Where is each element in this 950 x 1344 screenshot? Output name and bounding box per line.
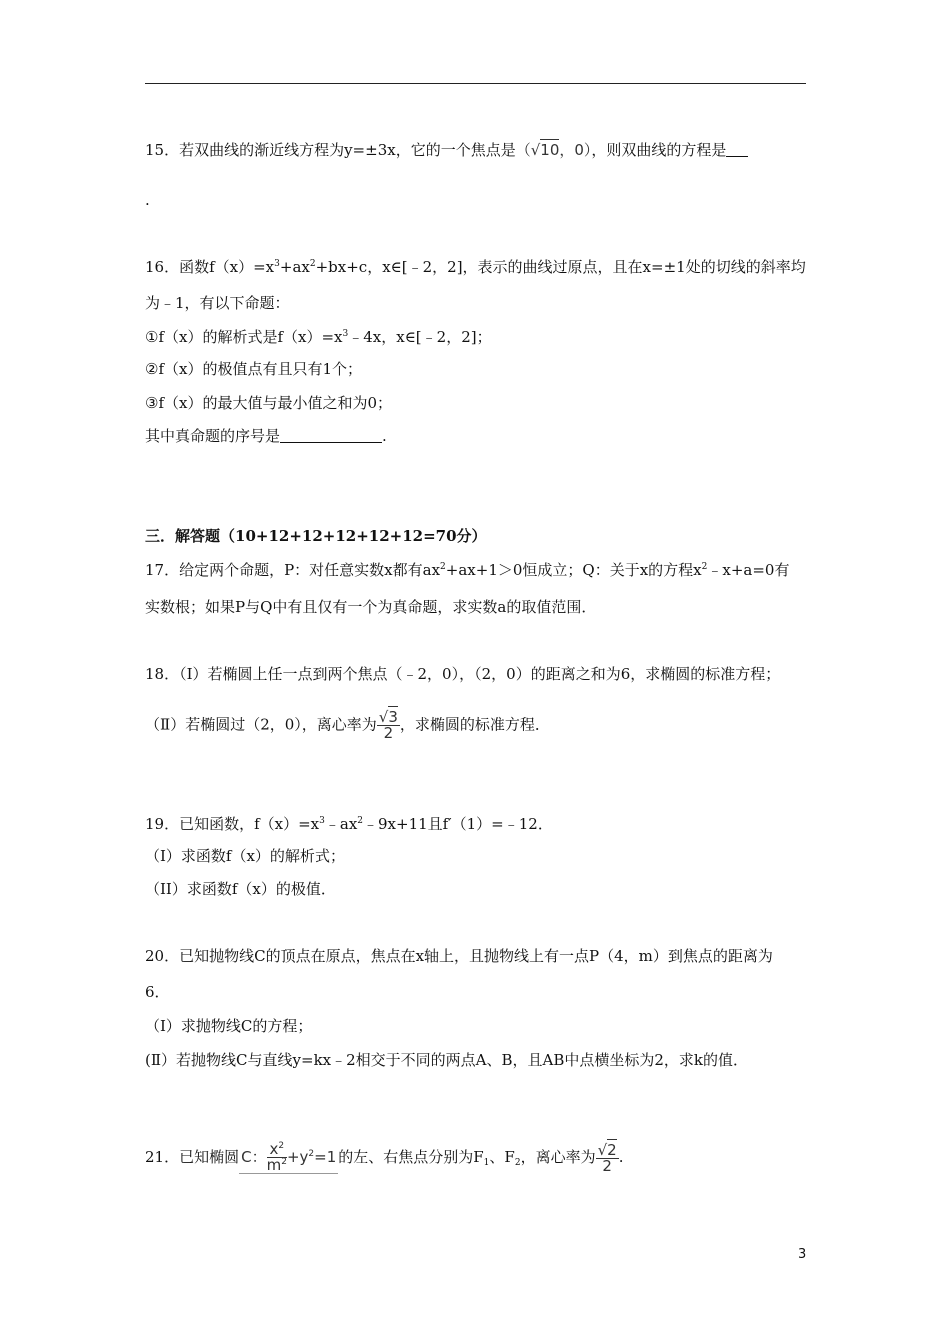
question-20: 20．已知抛物线C的顶点在原点，焦点在x轴上，且抛物线上有一点P（4，m）到焦点的距离为 bbox=[145, 947, 773, 965]
q16-line2: 为﹣1，有以下命题： bbox=[145, 294, 290, 312]
question-15 bbox=[145, 140, 748, 160]
fraction-sqrt3-over-2: $\frac{√3}{2}$ bbox=[378, 708, 398, 742]
question-19: 19．已知函数，$f(x)=x^3﹣ax^2﹣9x+11$且f′（1）=﹣12． bbox=[145, 815, 553, 833]
question-21: 21．已知椭圆 C： $\frac{x^2}{m^2}$ $+y^2=1$ 的左、右焦点分别为$F_1$、$F_2$，离心率为 $\frac{√2}{2}$ . bbox=[145, 1140, 624, 1175]
q16-item-2: ②f（x）的极值点有且只有1个； bbox=[145, 360, 363, 378]
q17-line2: 实数根；如果P与Q中有且仅有一个为真命题，求实数a的取值范围． bbox=[145, 598, 597, 616]
q18-part2: （Ⅱ）若椭圆过（2，0），离心率为 $\frac{√3}{2}$ ，求椭圆的标准方程． bbox=[145, 708, 550, 742]
q15-text-tail: ，则双曲线的方程是 bbox=[591, 141, 727, 159]
q15-end: . bbox=[145, 191, 150, 209]
q16-item-1: ①f（x）的解析式是$f(x)=x^3﹣4x$，x∈[﹣2，2]； bbox=[145, 328, 492, 346]
q15-focus-point: （√10，0） bbox=[515, 141, 592, 159]
q20-part1: （Ⅰ）求抛物线C的方程； bbox=[145, 1017, 313, 1035]
q15-text: 15．若双曲线的渐近线方程为y=±3x，它的一个焦点是 bbox=[145, 141, 516, 159]
q16-item-3: ③f（x）的最大值与最小值之和为0； bbox=[145, 394, 393, 412]
question-16: 16．函数$f(x)=x^3+ax^2+bx+c$，x∈[﹣2，2]，表示的曲线过原点，且在x=±1处的切线的斜率均 bbox=[145, 258, 806, 276]
answer-blank[interactable] bbox=[726, 142, 748, 157]
page-number: 3 bbox=[798, 1247, 807, 1262]
section-title: 三．解答题（10+12+12+12+12+12=70分） bbox=[145, 527, 487, 545]
q19-part2: （II）求函数f（x）的极值． bbox=[145, 880, 336, 898]
question-17: 17．给定两个命题，P：对任意实数x都有$ax^2+ax+1>0$恒成立；Q：关于x的方程$x^2﹣x+a=0$有 bbox=[145, 561, 790, 579]
q20-line2: 6． bbox=[145, 983, 170, 1001]
ellipse-equation: C： $\frac{x^2}{m^2}$ $+y^2=1$ bbox=[241, 1140, 337, 1174]
q20-part2: (Ⅱ）若抛物线C与直线y=kx﹣2相交于不同的两点A、B，且AB中点横坐标为2，求k的值． bbox=[145, 1051, 749, 1069]
question-18: 18．（Ⅰ）若椭圆上任一点到两个焦点（﹣2，0），（2，0）的距离之和为6，求椭圆的标准方程； bbox=[145, 665, 781, 683]
header-rule bbox=[145, 83, 806, 84]
fraction-sqrt2-over-2: $\frac{√2}{2}$ bbox=[597, 1140, 617, 1175]
answer-blank[interactable] bbox=[280, 428, 382, 443]
q19-part1: （I）求函数f（x）的解析式； bbox=[145, 847, 345, 865]
q16-ask: 其中真命题的序号是 . bbox=[145, 427, 387, 445]
